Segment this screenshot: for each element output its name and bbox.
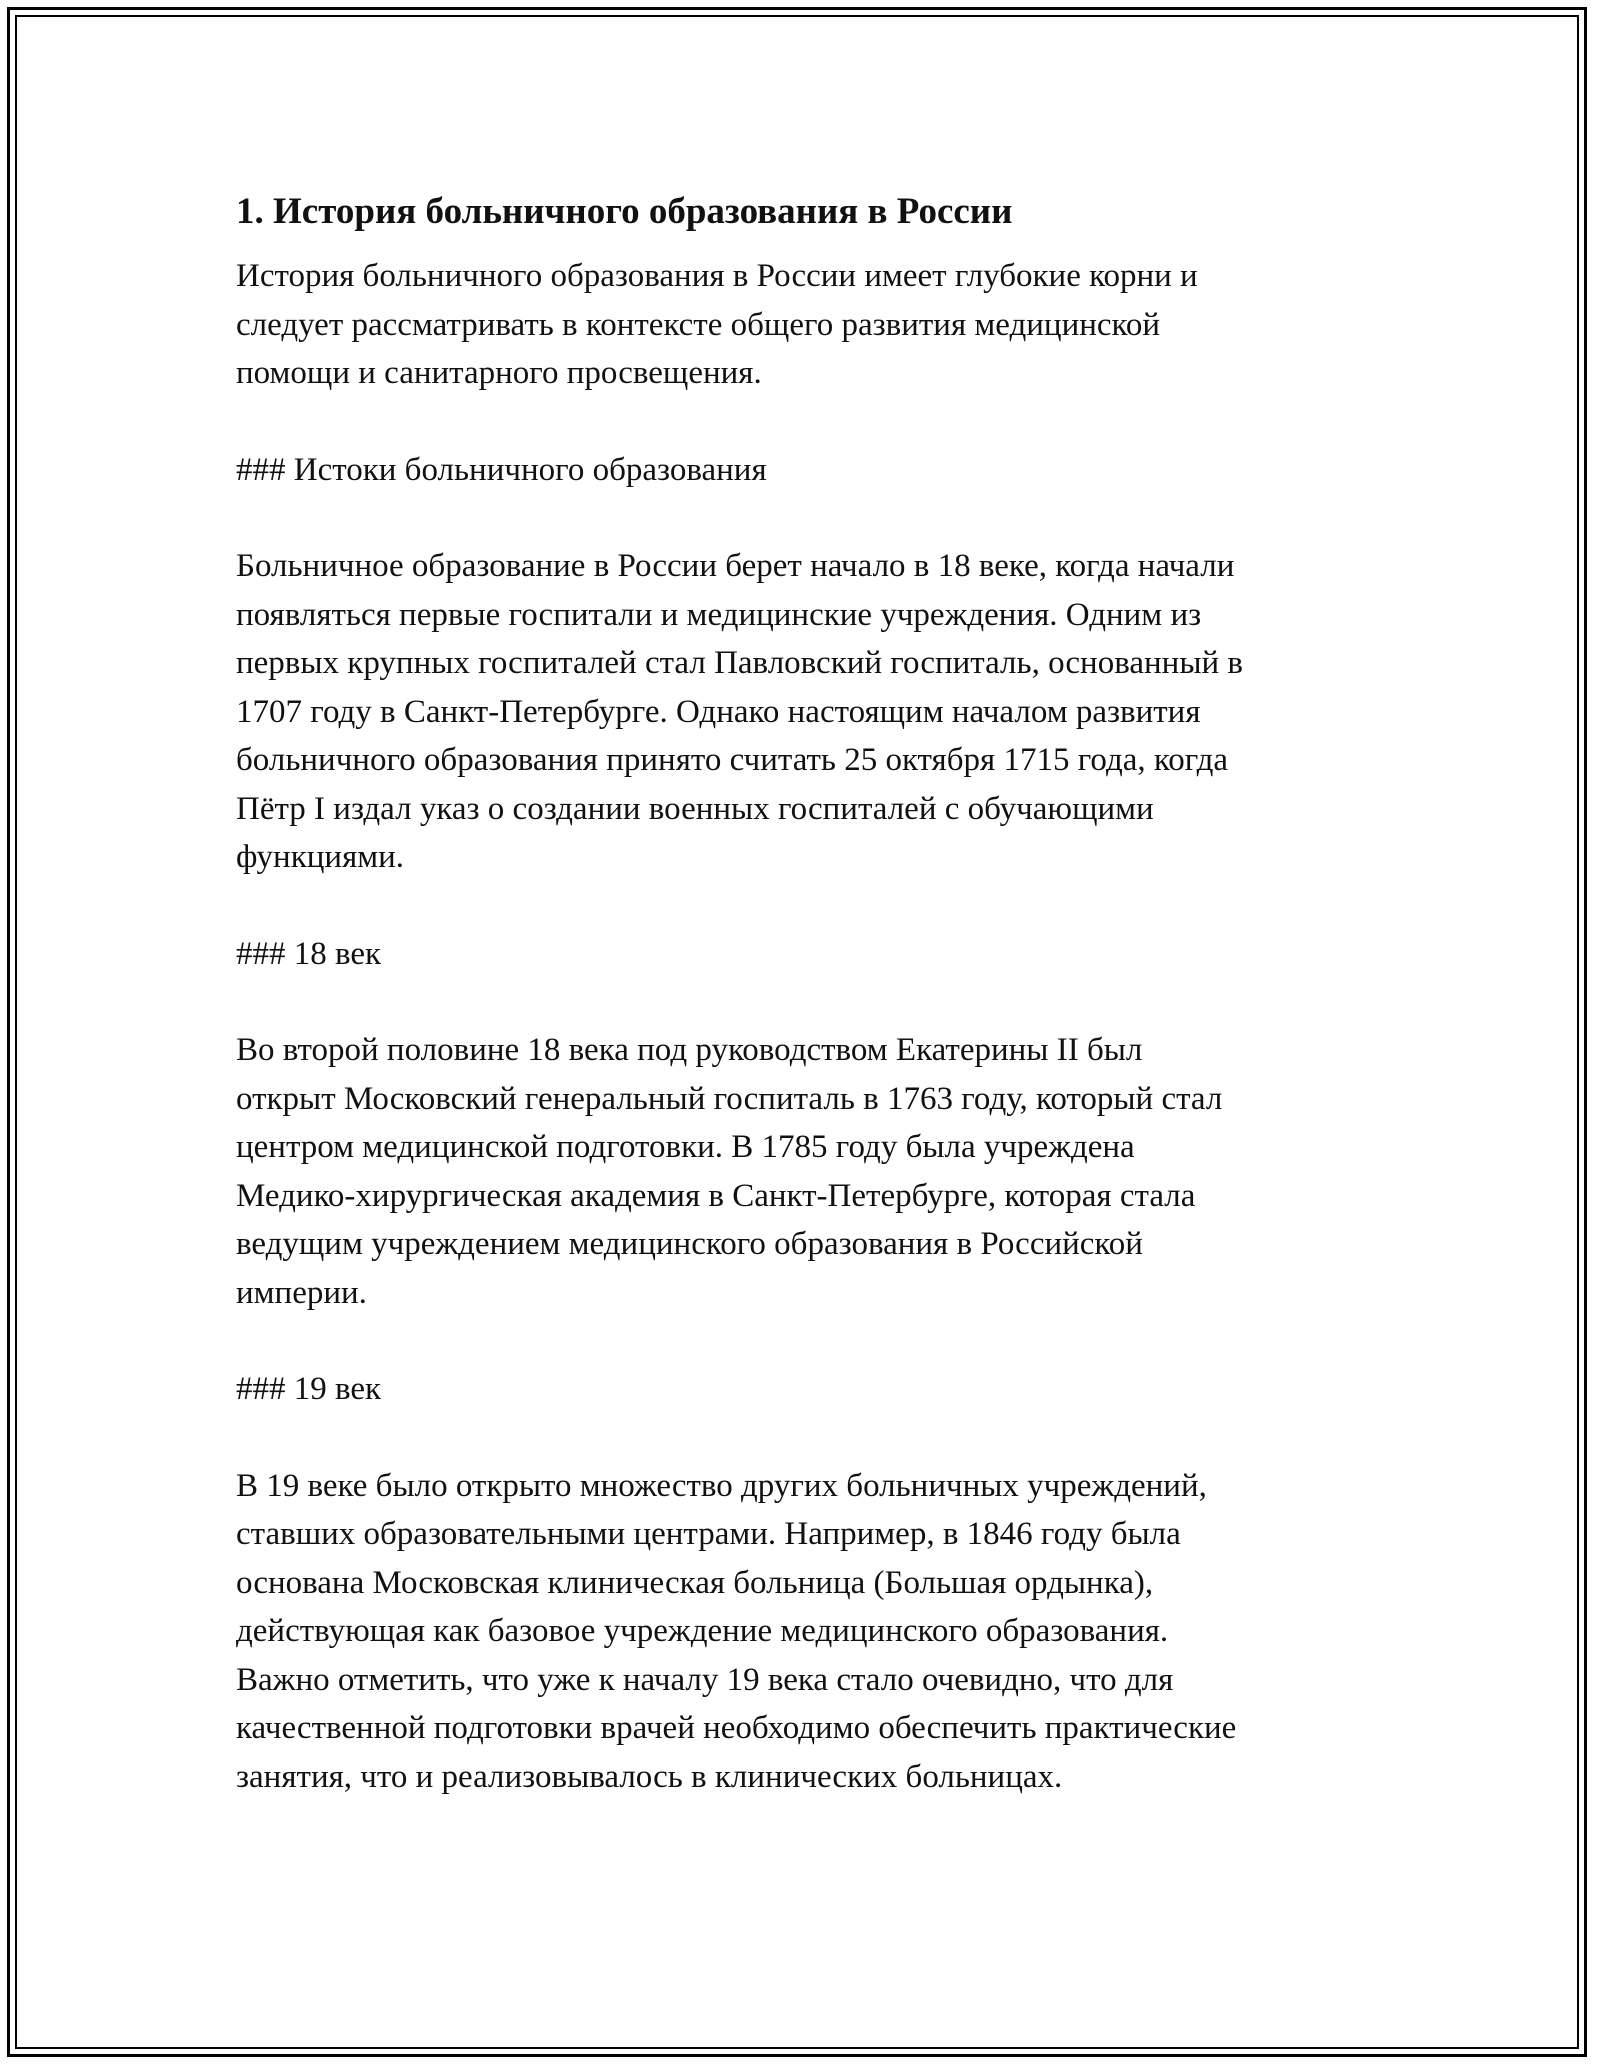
text-line: Пётр I издал указ о создании военных госпиталей с обучающими — [236, 790, 1154, 827]
section-heading-18th-century: ### 18 век — [236, 935, 382, 972]
text-line: ставших образовательными центрами. Например, в 1846 году была — [236, 1516, 1181, 1552]
text-line: Важно отметить, что уже к началу 19 века стало очевидно, что для — [236, 1661, 1174, 1698]
text-line: занятия, что и реализовывалось в клинических больницах. — [236, 1758, 1063, 1795]
text-line: первых крупных госпиталей стал Павловский госпиталь, основанный в — [236, 645, 1243, 681]
text-line: следует рассматривать в контексте общего развития медицинской — [236, 306, 1161, 343]
text-line: помощи и санитарного просвещения. — [236, 355, 762, 391]
intro-paragraph — [236, 252, 1376, 398]
text-line: больничного образования принято считать 25 октября 1715 года, когда — [236, 742, 1229, 778]
text-line: империи. — [236, 1274, 367, 1311]
text-line: ведущим учреждением медицинского образования в Российской — [236, 1226, 1143, 1262]
text-line: Медико-хирургическая академия в Санкт-Петербурге, которая стала — [236, 1177, 1196, 1214]
text-line: История больничного образования в России имеет глубокие корни и — [236, 258, 1198, 294]
text-line: открыт Московский генеральный госпиталь в 1763 году, который стал — [236, 1080, 1223, 1117]
text-line: основана Московская клиническая больница (Большая ордынка), — [236, 1564, 1154, 1601]
text-line: функциями. — [236, 839, 405, 875]
text-line: действующая как базовое учреждение медицинского образования. — [236, 1613, 1169, 1649]
text-line: появляться первые госпитали и медицинские учреждения. Одним из — [236, 596, 1202, 633]
text-line: 1707 году в Санкт-Петербурге. Однако настоящим началом развития — [236, 693, 1201, 730]
text-line: центром медицинской подготовки. В 1785 году была учреждена — [236, 1129, 1135, 1165]
text-line: качественной подготовки врачей необходимо обеспечить практические — [236, 1710, 1237, 1746]
section-heading-origins: ### Истоки больничного образования — [236, 451, 767, 488]
text-line: В 19 веке было открыто множество других больничных учреждений, — [236, 1467, 1207, 1504]
section-paragraph-19th-century — [236, 1462, 1376, 1802]
document-body — [236, 186, 1376, 1801]
text-line: Больничное образование в России берет начало в 18 веке, когда начали — [236, 548, 1235, 584]
section-paragraph-18th-century — [236, 1026, 1376, 1317]
text-line: Во второй половине 18 века под руководством Екатерины II был — [236, 1032, 1143, 1068]
section-paragraph-origins — [236, 542, 1376, 882]
document-title: 1. История больничного образования в России — [236, 191, 1013, 232]
section-heading-19th-century: ### 19 век — [236, 1371, 382, 1407]
